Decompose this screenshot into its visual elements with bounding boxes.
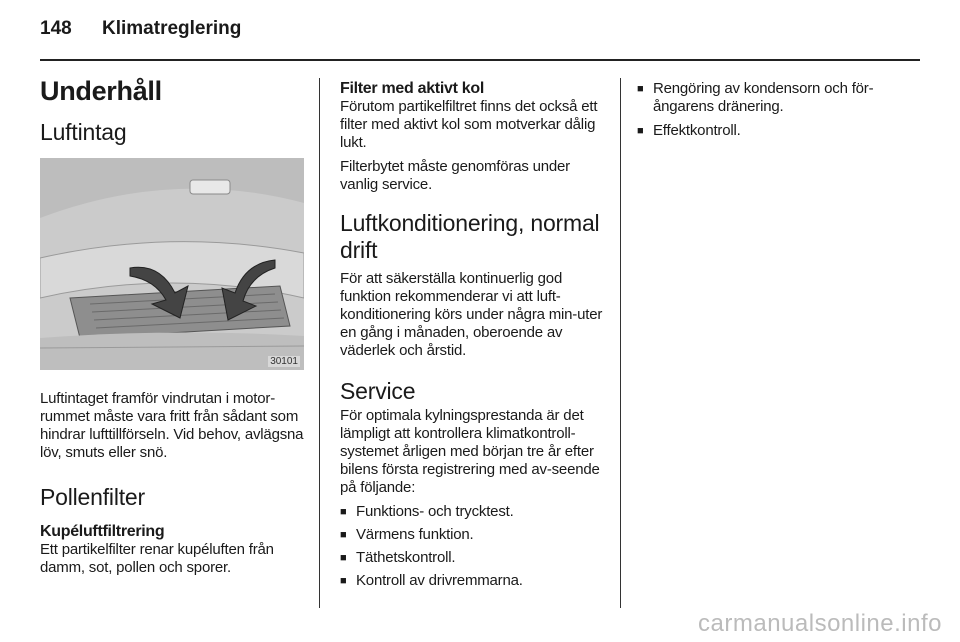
air-intake-illustration: [40, 158, 304, 370]
pollenfilter-heading: Pollenfilter: [40, 484, 145, 510]
column-1: [40, 70, 304, 577]
chapter-title: Klimatreglering: [102, 18, 242, 39]
watermark: carmanualsonline.info: [698, 610, 942, 637]
list-item: ■ Funktions- och trycktest.: [340, 503, 606, 521]
list-item: ■ Effektkontroll.: [637, 122, 907, 140]
service-text: För optimala kylningsprestanda är det lämpligt att kontrollera klimatkontroll-systemet årligen med början tre år efter bilens första registrering med av-seende på följande:: [340, 407, 600, 496]
filter-heading: Filter med aktivt kol: [340, 80, 484, 97]
service-list: [340, 503, 606, 590]
kupe-text: Ett partikelfilter renar kupéluften från damm, sot, pollen och sporer.: [40, 541, 274, 576]
column-divider-1: [319, 78, 320, 608]
luftintag-text: Luftintaget framför vindrutan i motor-rummet måste vara fritt från sådant som hindrar lufttillförseln. Vid behov, avlägsna löv, smuts eller snö.: [40, 390, 304, 461]
column-2: [340, 70, 606, 590]
list-item: ■ Kontroll av drivremmarna.: [340, 572, 606, 590]
filter-text-2: Filterbytet måste genomföras under vanlig service.: [340, 158, 570, 193]
kupe-heading: Kupéluftfiltrering: [40, 523, 165, 540]
list-item: ■ Rengöring av kondensorn och för-ångarens dränering.: [637, 80, 907, 116]
page-number: 148: [40, 18, 72, 39]
air-intake-figure: [40, 158, 304, 370]
column-divider-2: [620, 78, 621, 608]
list-item: ■ Värmens funktion.: [340, 526, 606, 544]
page-header: [40, 18, 241, 40]
header-rule: [40, 59, 920, 61]
service-heading: Service: [340, 378, 416, 404]
ac-heading: Luftkonditionering, normal drift: [340, 210, 600, 263]
ac-text: För att säkerställa kontinuerlig god funktion rekommenderar vi att luft-konditionering körs under några min-uter en gång i månaden, oberoende av väderlek och årstid.: [340, 270, 603, 359]
figure-code: 30101: [270, 356, 298, 367]
filter-text-1: Förutom partikelfiltret finns det också ett filter med aktivt kol som motverkar dålig lukt.: [340, 98, 598, 151]
luftintag-heading: Luftintag: [40, 119, 127, 145]
column-3: [637, 70, 907, 140]
section-title: Underhåll: [40, 76, 162, 106]
list-item: ■ Täthetskontroll.: [340, 549, 606, 567]
service-list-continued: [637, 80, 907, 140]
